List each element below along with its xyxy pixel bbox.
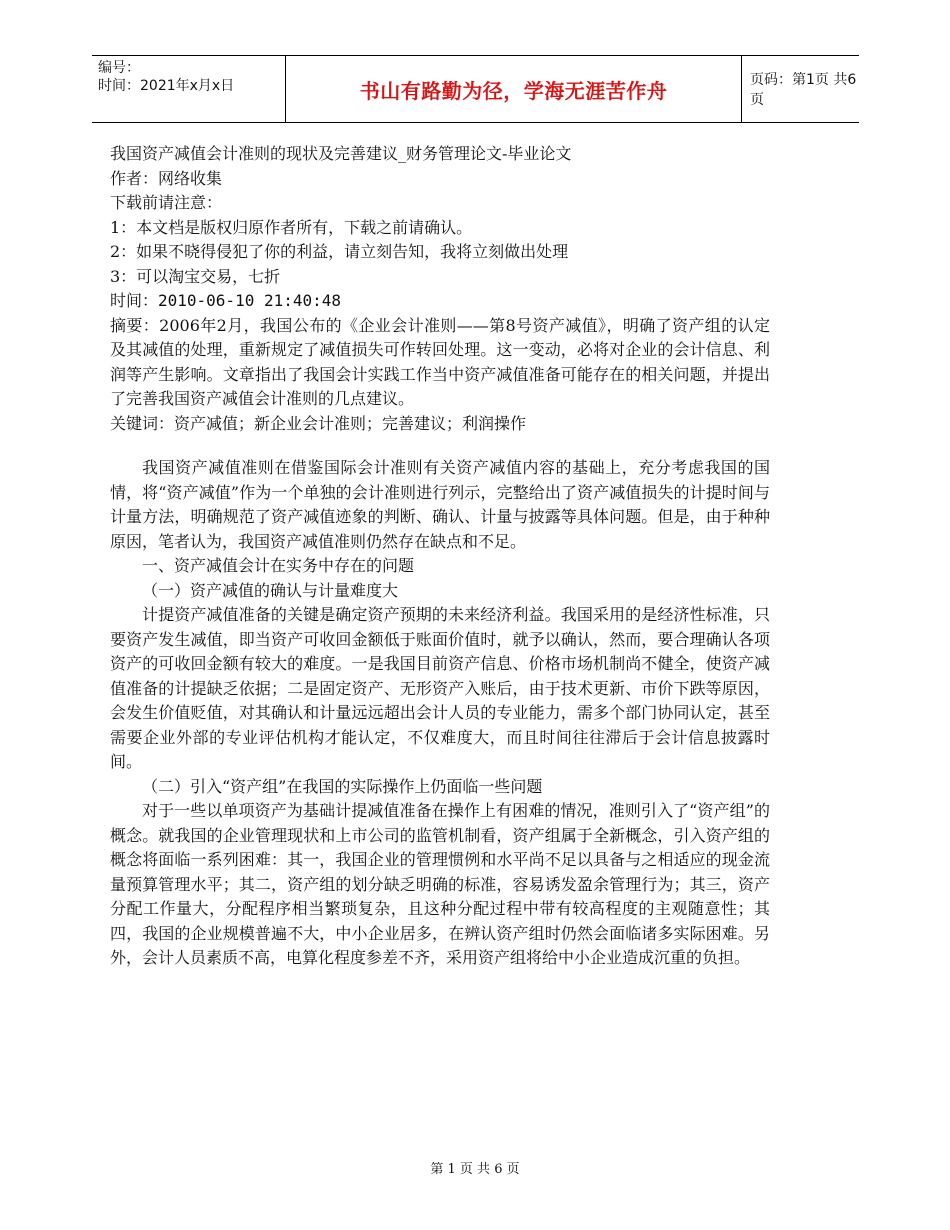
header-motto: 书山有路勤为径，学海无涯苦作舟 [285, 56, 742, 122]
header-page-info: 页码：第1页 共6页 [750, 72, 857, 108]
header-meta [92, 56, 285, 122]
subsection-heading: （二）引入“资产组”在我国的实际操作上仍面临一些问题 [142, 776, 543, 796]
section-heading: 一、资产减值会计在实务中存在的问题 [142, 556, 415, 575]
header-time-label: 时间：2021年x月x日 [98, 78, 235, 94]
notice-heading: 下载前请注意： [110, 193, 223, 212]
page-footer: 第 1 页 共 6 页 [430, 1162, 520, 1177]
article-author: 作者：网络收集 [110, 168, 223, 188]
notice-item: 1：本文档是版权归原作者所有，下载之前请确认。 [110, 217, 473, 237]
header-number-label: 编号： [98, 60, 140, 76]
article-time: 时间：2010-06-10 21:40:48 [110, 291, 342, 310]
article-body [110, 142, 770, 971]
subsection-heading: （一）资产减值的确认与计量难度大 [142, 580, 399, 600]
notice-item: 3：可以淘宝交易，七折 [110, 266, 281, 286]
abstract: 摘要：2006年2月，我国公布的《企业会计准则——第8号资产减值》，明确了资产组的认定及其减值的处理，重新规定了减值损失可作转回处理。这一变动，必将对企业的会计信息、利润等产生影响。文章指出了我国会计实践工作当中资产减值准备可能存在的相关问题，并提出了完善我国资产减值会计准则的几点建议。 [110, 315, 770, 408]
page-header [92, 55, 859, 123]
paragraph-gap [110, 436, 770, 456]
body-paragraph: 对于一些以单项资产为基础计提减值准备在操作上有困难的情况，准则引入了“资产组”的概念。就我国的企业管理现状和上市公司的监管机制看，资产组属于全新概念，引入资产组的概念将面临一系列困难：其一，我国企业的管理惯例和水平尚不足以具备与之相适应的现金流量预算管理水平；其二，资产组的划分缺乏明确的标准，容易诱发盈余管理行为；其三，资产分配工作量大，分配程序相当繁琐复杂，且这种分配过程中带有较高程度的主观随意性；其四，我国的企业规模普遍不大，中小企业居多，在辨认资产组时仍然会面临诸多实际困难。另外，会计人员素质不高，电算化程度参差不齐，采用资产组将给中小企业造成沉重的负担。 [110, 801, 770, 967]
intro-paragraph: 我国资产减值准则在借鉴国际会计准则有关资产减值内容的基础上，充分考虑我国的国情，将“资产减值”作为一个单独的会计准则进行列示，完整给出了资产减值损失的计提时间与计量方法，明确规范了资产减值迹象的判断、确认、计量与披露等具体问题。但是，由于种种原因，笔者认为，我国资产减值准则仍然存在缺点和不足。 [110, 458, 770, 551]
keywords: 关键词：资产减值；新企业会计准则；完善建议；利润操作 [110, 413, 527, 433]
notice-item: 2：如果不晓得侵犯了你的利益，请立刻告知，我将立刻做出处理 [110, 242, 569, 261]
body-paragraph: 计提资产减值准备的关键是确定资产预期的未来经济利益。我国采用的是经济性标准，只要资产发生减值，即当资产可收回金额低于账面价值时，就予以确认，然而，要合理确认各项资产的可收回金额有较大的难度。一是我国目前资产信息、价格市场机制尚不健全，使资产减值准备的计提缺乏依据；二是固定资产、无形资产入账后，由于技术更新、市价下跌等原因，会发生价值贬值，对其确认和计量远远超出会计人员的专业能力，需多个部门协同认定，甚至需要企业外部的专业评估机构才能认定，不仅难度大，而且时间往往滞后于会计信息披露时间。 [110, 605, 770, 771]
article-title: 我国资产减值会计准则的现状及完善建议_财务管理论文-毕业论文 [110, 144, 572, 163]
